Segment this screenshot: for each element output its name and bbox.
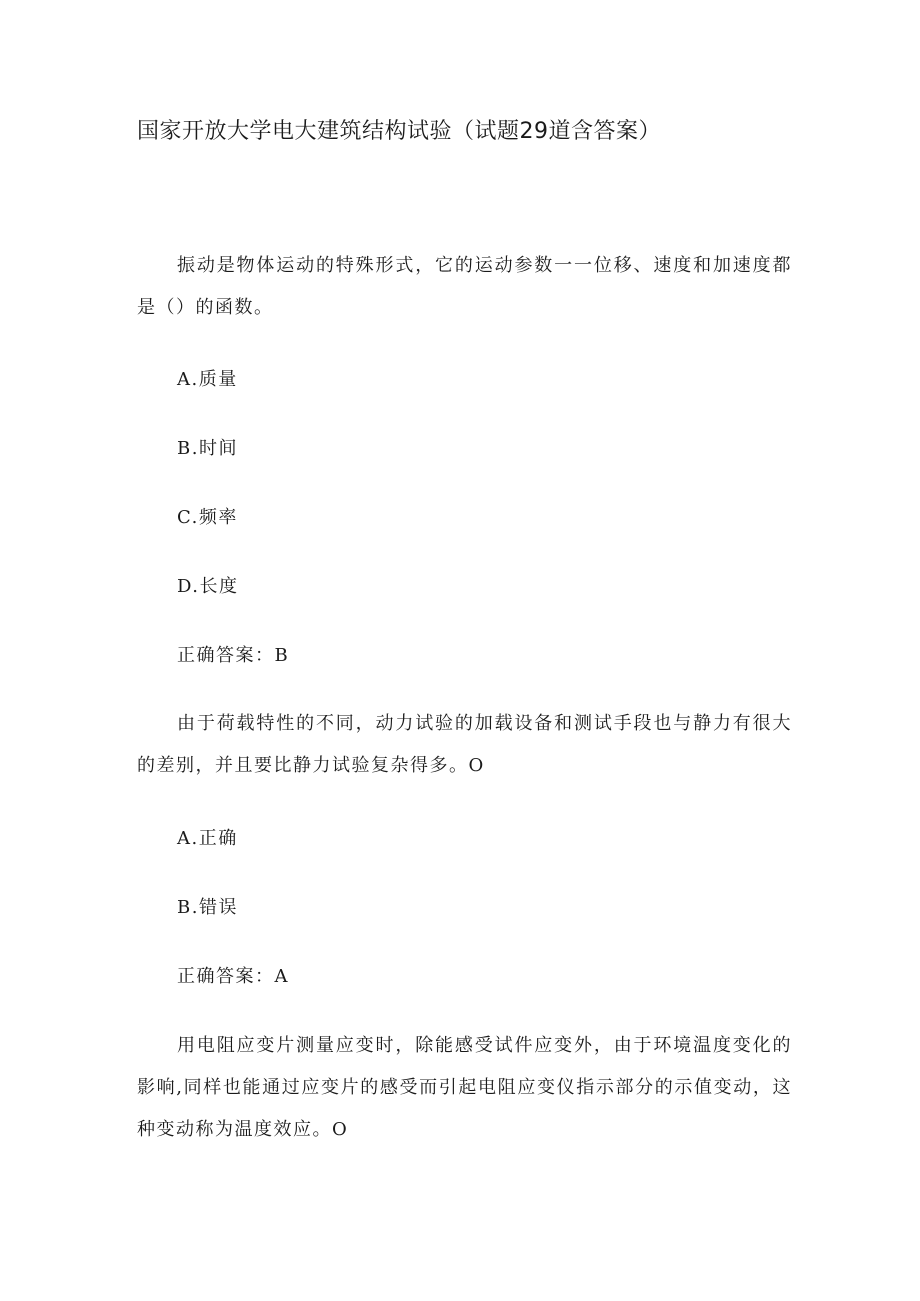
document-title: 国家开放大学电大建筑结构试验（试题29道含答案）	[137, 119, 661, 144]
question-1-stem: 振动是物体运动的特殊形式，它的运动参数一一位移、速度和加速度都是（）的函数。	[137, 255, 792, 318]
question-1-answer: 正确答案：B	[177, 645, 290, 666]
question-1-option-c: C.频率	[177, 507, 238, 528]
question-2-stem: 由于荷载特性的不同，动力试验的加载设备和测试手段也与静力有很大的差别，并且要比静力试验复杂得多。O	[137, 713, 792, 776]
question-1-option-a: A.质量	[177, 369, 238, 390]
question-2-answer: 正确答案：A	[177, 966, 289, 987]
question-3-stem: 用电阻应变片测量应变时，除能感受试件应变外，由于环境温度变化的影响,同样也能通过应变片的感受而引起电阻应变仪指示部分的示值变动，这种变动称为温度效应。O	[137, 1035, 792, 1140]
question-2-option-a: A.正确	[177, 828, 238, 849]
question-2-option-b: B.错误	[177, 897, 238, 918]
question-1-option-d: D.长度	[177, 576, 239, 597]
question-1-option-b: B.时间	[177, 438, 238, 459]
